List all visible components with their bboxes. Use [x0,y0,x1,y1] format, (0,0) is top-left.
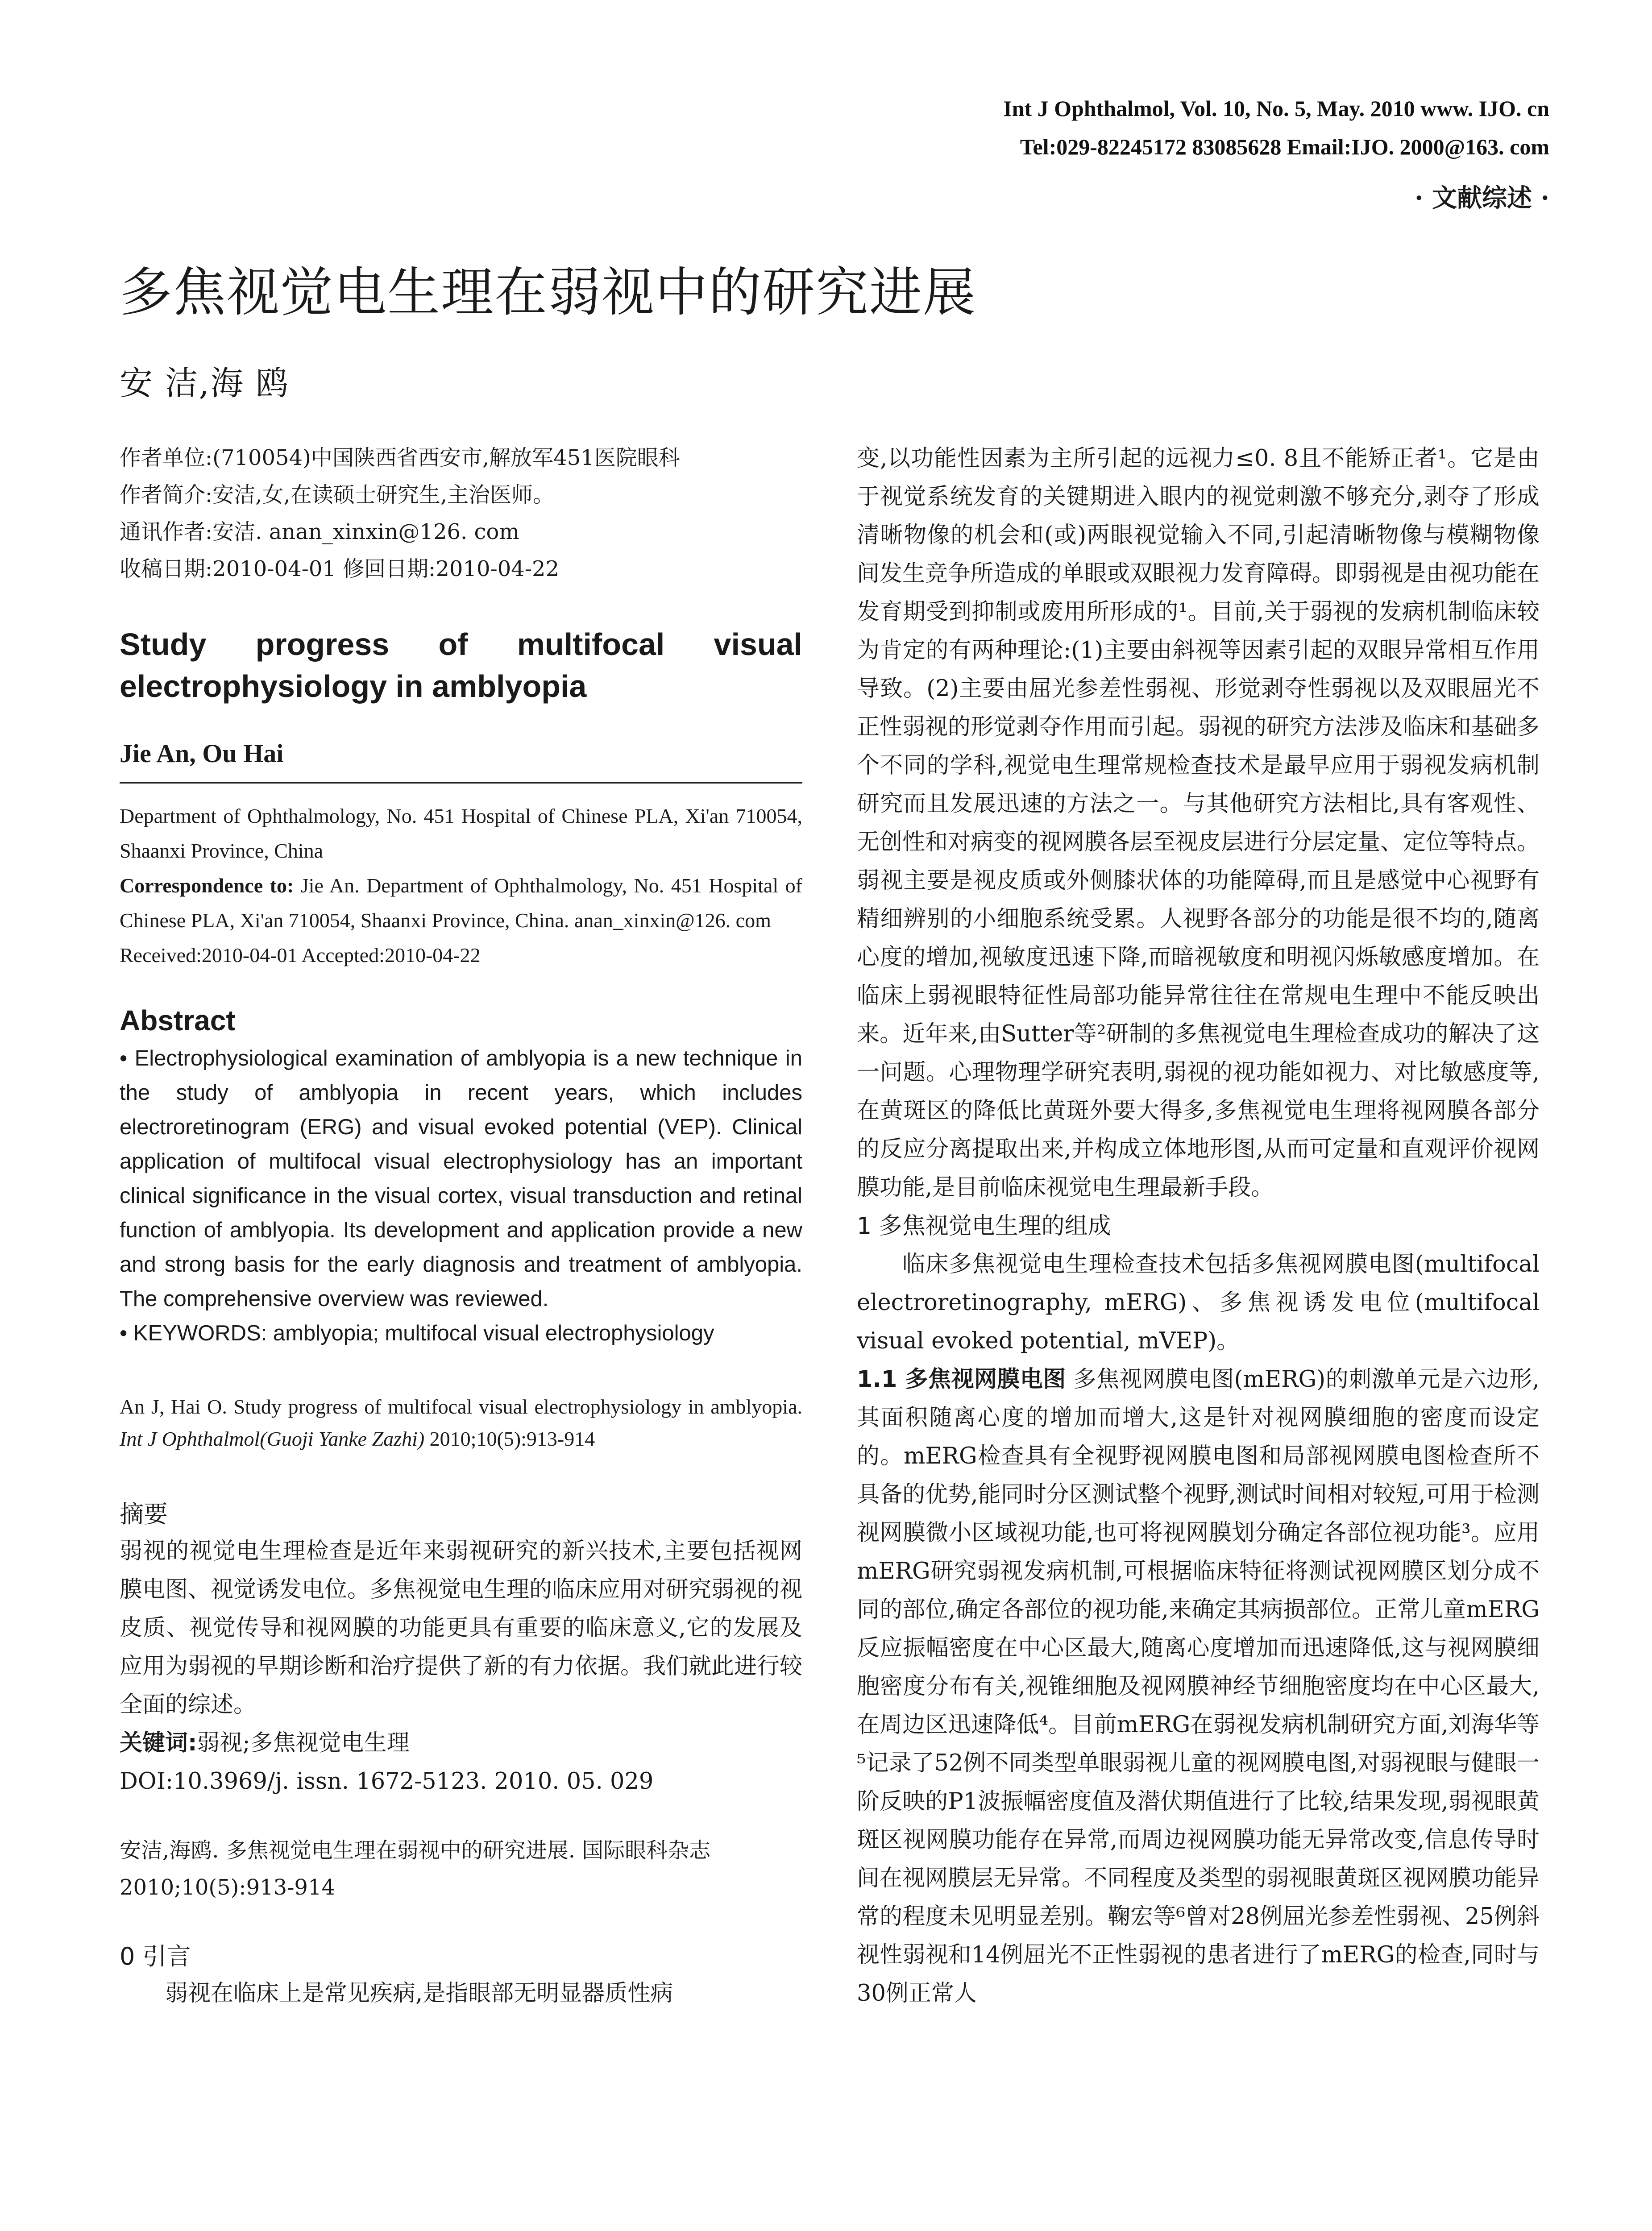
english-title-line-2: electrophysiology in amblyopia [120,669,587,704]
citation-en-authors: An J, Hai O. Study progress of multifocal visual electrophysiology in amblyopia. [120,1395,802,1418]
received-accepted: Received:2010-04-01 Accepted:2010-04-22 [120,944,481,966]
section-tag: · 文献综述 · [1415,183,1549,213]
abstract-text: • Electrophysiological examination of amblyopia is a new technique in the study of amblyopia in recent years, which includes electroretinogram (ERG) and visual evoked potential (VEP). Clinical application of multifocal visual electrophysiology has an important clinical significance in the visual cortex, visual transduction and retinal function of amblyopia. Its development and application provide a new and strong basis for the early diagnosis and treatment of amblyopia. The comprehensive overview was reviewed. [120,1046,802,1311]
divider [120,782,802,784]
intro-heading: 0 引言 [120,1942,191,1970]
meta-corresponding: 通讯作者:安洁. anan_xinxin@126. com [120,519,519,544]
left-column [120,440,802,2013]
citation-en-volume: 2010;10(5):913-914 [424,1427,595,1450]
english-affiliation: Department of Ophthalmology, No. 451 Hospital of Chinese PLA, Xi'an 710054, Shaanxi Province, China [120,804,802,862]
section-1-1-heading: 1.1 多焦视网膜电图 [857,1366,1066,1393]
zh-citation: 安洁,海鸥. 多焦视觉电生理在弱视中的研究进展. 国际眼科杂志 2010;10(5):913-914 [120,1838,711,1900]
meta-affiliation: 作者单位:(710054)中国陕西省西安市,解放军451医院眼科 [120,445,680,470]
article-title: 多焦视觉电生理在弱视中的研究进展 [120,261,977,323]
correspondence-text: Jie An. Department of Ophthalmology, No. 451 Hospital of Chinese PLA, Xi'an 710054, Shaanxi Province, China. anan_xinxin@126. com [120,874,802,932]
zh-keywords-label: 关键词: [120,1730,197,1756]
correspondence [120,868,802,938]
header-line-1: Int J Ophthalmol, Vol. 10, No. 5, May. 2010 www. IJO. cn [1003,96,1549,121]
keywords-en: • KEYWORDS: amblyopia; multifocal visual electrophysiology [120,1321,714,1345]
doi: DOI:10.3969/j. issn. 1672-5123. 2010. 05. 029 [120,1768,654,1795]
section-1-1-text: 多焦视网膜电图(mERG)的刺激单元是六边形,其面积随离心度的增加而增大,这是针对视网膜细胞的密度而设定的。mERG检查具有全视野视网膜电图和局部视网膜电图检查所不具备的优势,能同时分区测试整个视野,测试时间相对较短,可用于检测视网膜微小区域视功能,也可将视网膜划分确定各部位视功能³。应用mERG研究弱视发病机制,可根据临床特征将测试视网膜区划分成不同的部位,确定各部位的视功能,来确定其病损部位。正常儿童mERG反应振幅密度在中心区最大,随离心度增加而迅速降低,这与视网膜细胞密度分布有关,视锥细胞及视网膜神经节细胞密度均在中心区最大,在周边区迅速降低⁴。目前mERG在弱视发病机制研究方面,刘海华等⁵记录了52例不同类型单眼弱视儿童的视网膜电图,对弱视眼与健眼一阶反映的P1波振幅密度值及潜伏期值进行了比较,结果发现,弱视眼黄斑区视网膜功能存在异常,而周边视网膜功能无异常改变,信息传导时间在视网膜层无异常。不同程度及类型的弱视眼黄斑区视网膜功能异常的程度未见明显差别。鞠宏等⁶曾对28例屈光参差性弱视、25例斜视性弱视和14例屈光不正性弱视的患者进行了mERG的检查,同时与30例正常人 [857,1366,1540,2007]
english-authors: Jie An, Ou Hai [120,739,284,768]
zh-abstract-heading: 摘要 [120,1500,168,1528]
citation-en-journal: Int J Ophthalmol(Guoji Yanke Zazhi) [120,1427,425,1450]
abstract-heading: Abstract [120,1004,236,1037]
right-column [857,440,1540,2013]
section-1-heading: 1 多焦视觉电生理的组成 [857,1213,1111,1240]
zh-abstract: 弱视的视觉电生理检查是近年来弱视研究的新兴技术,主要包括视网膜电图、视觉诱发电位。多焦视觉电生理的临床应用对研究弱视的视皮质、视觉传导和视网膜的功能更具有重要的临床意义,它的发展及应用为弱视的早期诊断和治疗提供了新的有力依据。我们就此进行较全面的综述。 [120,1538,803,1718]
section-1-1 [857,1360,1540,2013]
zh-keywords-text: 弱视;多焦视觉电生理 [197,1730,410,1756]
header-line-2: Tel:029-82245172 83085628 Email:IJO. 2000@163. com [1020,134,1549,159]
correspondence-label: Correspondence to: [120,874,294,897]
english-citation [120,1391,802,1455]
english-title-line-1: Study progress of multifocal visual [120,627,802,662]
meta-dates: 收稿日期:2010-04-01 修回日期:2010-04-22 [120,556,560,581]
section-1-text: 临床多焦视觉电生理检查技术包括多焦视网膜电图(multifocal electroretinography, mERG)、多焦视诱发电位(multifocal visual evoked potential, mVEP)。 [857,1251,1540,1354]
authors-cn: 安 洁,海 鸥 [120,364,290,402]
meta-author-bio: 作者简介:安洁,女,在读硕士研究生,主治医师。 [120,482,554,507]
zh-keywords [120,1724,802,1762]
intro-continued: 变,以功能性因素为主所引起的远视力≤0. 8且不能矫正者¹。它是由于视觉系统发育的关键期进入眼内的视觉刺激不够充分,剥夺了形成清晰物像的机会和(或)两眼视觉输入不同,引起清晰物像与模糊物像间发生竞争所造成的单眼或双眼视力发育障碍。即弱视是由视功能在发育期受到抑制或废用所形成的¹。目前,关于弱视的发病机制临床较为肯定的有两种理论:(1)主要由斜视等因素引起的双眼异常相互作用导致。(2)主要由屈光参差性弱视、形觉剥夺性弱视以及双眼屈光不正性弱视的形觉剥夺作用而引起。弱视的研究方法涉及临床和基础多个不同的学科,视觉电生理常规检查技术是最早应用于弱视发病机制研究而且发展迅速的方法之一。与其他研究方法相比,具有客观性、无创性和对病变的视网膜各层至视皮层进行分层定量、定位等特点。弱视主要是视皮质或外侧膝状体的功能障碍,而且是感觉中心视野有精细辨别的小细胞系统受累。人视野各部分的功能是很不均的,随离心度的增加,视敏度迅速下降,而暗视敏度和明视闪烁敏感度增加。在临床上弱视眼特征性局部功能异常往往在常规电生理中不能反映出来。近年来,由Sutter等²研制的多焦视觉电生理检查成功的解决了这一问题。心理物理学研究表明,弱视的视功能如视力、对比敏感度等,在黄斑区的降低比黄斑外要大得多,多焦视觉电生理将视网膜各部分的反应分离提取出来,并构成立体地形图,从而可定量和直观评价视网膜功能,是目前临床视觉电生理最新手段。 [857,445,1540,1201]
journal-header [1003,89,1549,166]
intro-start: 弱视在临床上是常见疾病,是指眼部无明显器质性病 [165,1980,673,2007]
